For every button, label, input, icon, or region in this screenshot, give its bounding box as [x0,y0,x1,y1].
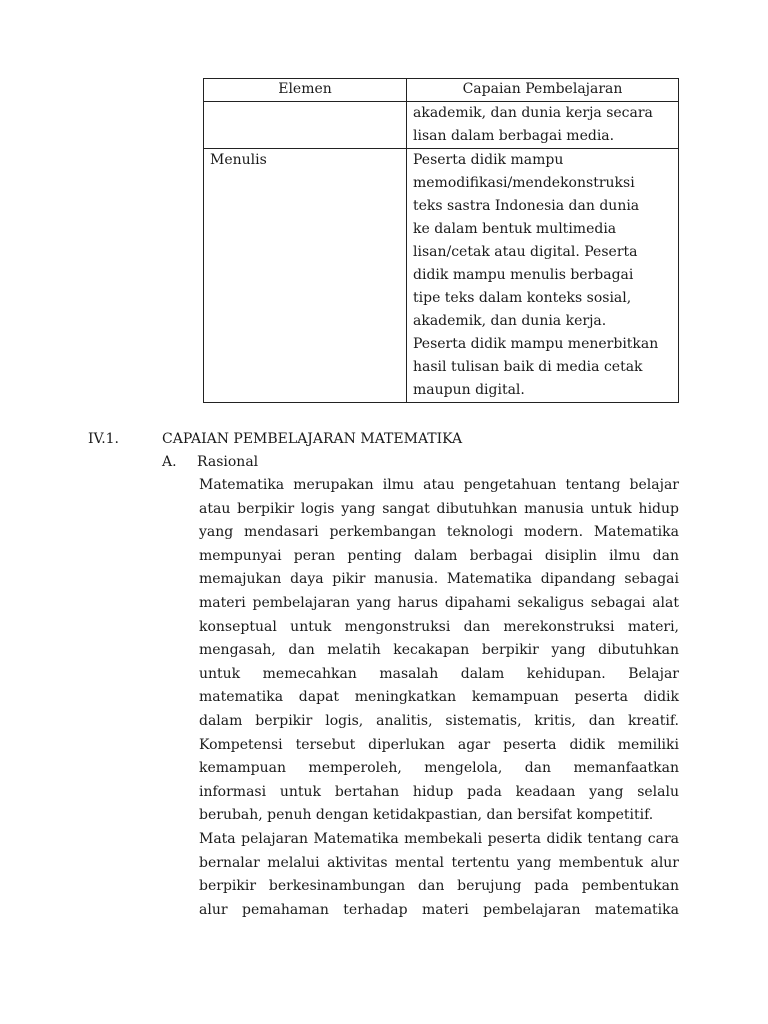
paragraph-line: kemampuan memperoleh, mengelola, dan memanfaatkan [199,760,679,777]
cell-capaian [407,149,679,403]
cell-line: akademik, dan dunia kerja secara [413,105,653,121]
cell-line: Peserta didik mampu menerbitkan [413,336,659,352]
paragraph-line: Mata pelajaran Matematika membekali peserta didik tentang cara [199,830,679,847]
rasional-paragraph [199,474,679,922]
cell-line: didik mampu menulis berbagai [413,267,634,283]
paragraph-line: berubah, penuh dengan ketidakpastian, dan bersifat kompetitif. [199,807,654,824]
capaian-table [203,78,679,403]
paragraph-line: mengasah, dan melatih kecakapan berpikir yang dibutuhkan [199,642,679,659]
subsection-letter: A. [162,454,177,470]
paragraph-line: berpikir berkesinambungan dan berujung pada pembentukan [199,878,679,895]
cell-line: ke dalam bentuk multimedia [413,221,617,237]
paragraph-line: Matematika merupakan ilmu atau pengetahuan tentang belajar [199,477,679,493]
table-header-row [204,79,679,102]
paragraph-line: memajukan daya pikir manusia. Matematika dipandang sebagai [199,571,679,588]
paragraph-line: matematika dapat meningkatkan kemampuan peserta didik [199,689,679,706]
header-elemen: Elemen [204,79,407,102]
paragraph-line: Kompetensi tersebut diperlukan agar peserta didik memiliki [199,736,679,753]
cell-line: memodifikasi/mendekonstruksi [413,175,635,191]
cell-line: Peserta didik mampu [413,152,564,168]
cell-line: lisan dalam berbagai media. [413,128,615,144]
paragraph-line: untuk memecahkan masalah dalam kehidupan. Belajar [199,665,679,682]
cell-line: teks sastra Indonesia dan dunia [413,198,640,214]
paragraph-line: bernalar melalui aktivitas mental tertentu yang membentuk alur [199,854,679,871]
cell-line: lisan/cetak atau digital. Peserta [413,244,638,260]
paragraph-line: dalam berpikir logis, analitis, sistematis, kritis, dan kreatif. [199,712,679,729]
paragraph-line: mempunyai peran penting dalam berbagai disiplin ilmu dan [199,547,679,564]
paragraph-line: materi pembelajaran yang harus dipahami sekaligus sebagai alat [199,594,679,611]
header-capaian: Capaian Pembelajaran [407,79,679,102]
paragraph-line: atau berpikir logis yang sangat dibutuhkan manusia untuk hidup [199,500,679,517]
cell-line: hasil tulisan baik di media cetak [413,359,643,375]
table-row [204,149,679,403]
cell-line: akademik, dan dunia kerja. [413,313,607,329]
section-number: IV.1. [88,431,120,447]
paragraph-line: alur pemahaman terhadap materi pembelajaran matematika [199,901,679,918]
section-title: CAPAIAN PEMBELAJARAN MATEMATIKA [162,431,463,447]
paragraph-line: konseptual untuk mengonstruksi dan merekonstruksi materi, [199,618,679,635]
cell-elemen: Menulis [204,149,407,403]
cell-capaian [407,102,679,149]
cell-line: maupun digital. [413,382,525,398]
paragraph-line: informasi untuk bertahan hidup pada keadaan yang selalu [199,783,679,800]
subsection-title: Rasional [197,454,259,470]
cell-elemen [204,102,407,149]
paragraph-line: yang mendasari perkembangan teknologi modern. Matematika [199,524,679,541]
table-row [204,102,679,149]
cell-line: tipe teks dalam konteks sosial, [413,290,632,306]
